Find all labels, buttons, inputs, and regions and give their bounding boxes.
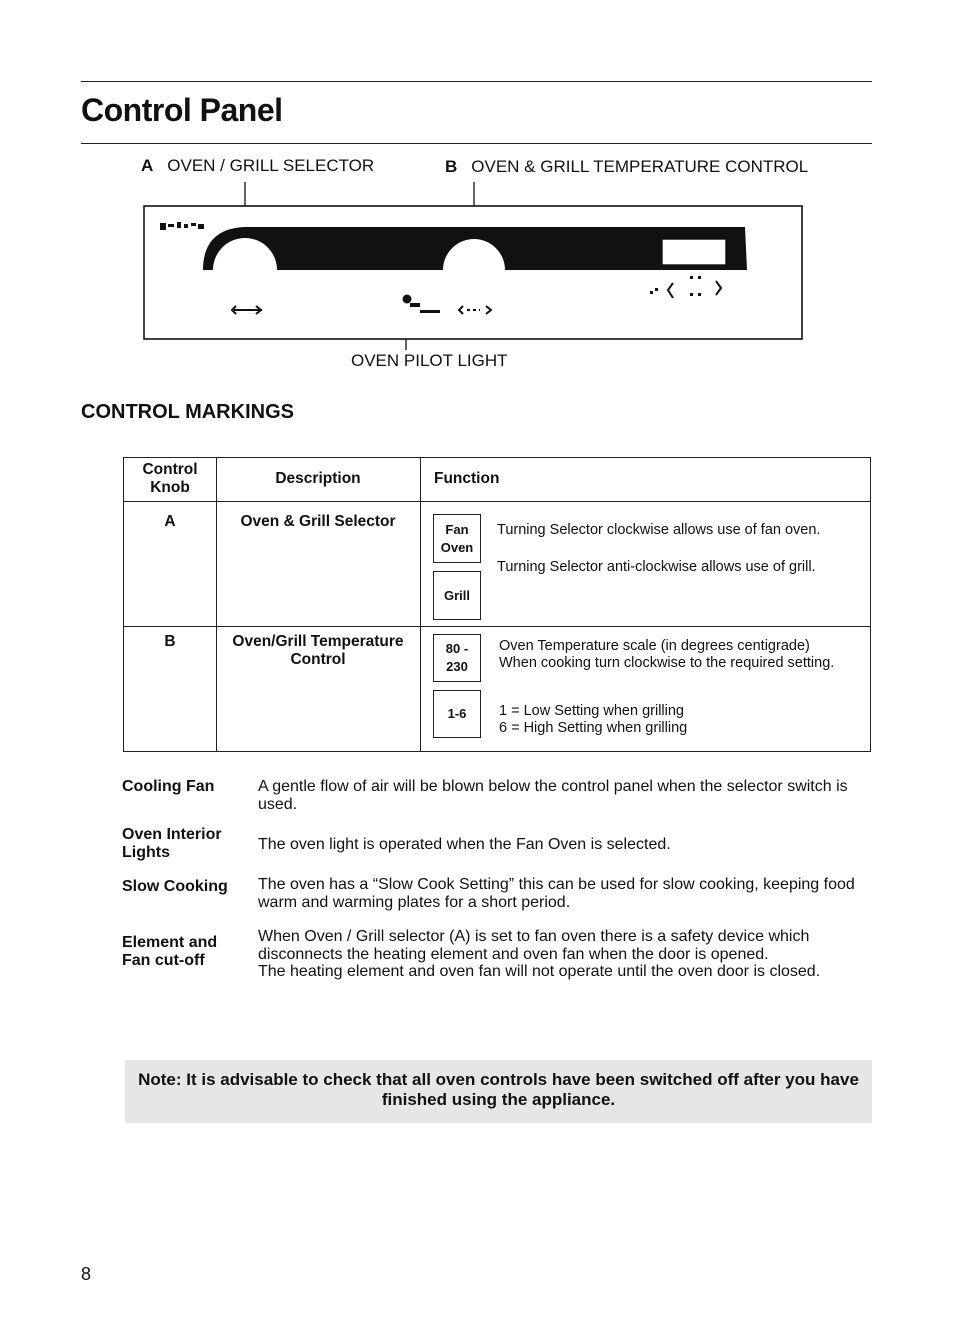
temperature-function-line1: Oven Temperature scale (in degrees centigrade) <box>499 638 810 654</box>
feature-term-element-cut-off: Element and Fan cut-off <box>122 934 218 969</box>
element-cut-off-line1: When Oven / Grill selector (A) is set to fan oven there is a safety device which disconnects the heating element and oven fan when the door is opened. <box>258 928 810 963</box>
fan-oven-line1: Fan <box>445 521 469 537</box>
label-b-text: OVEN & GRILL TEMPERATURE CONTROL <box>471 157 809 176</box>
feature-term-oven-interior-lights: Oven Interior Lights <box>122 826 222 861</box>
fan-oven-line2: Oven <box>440 539 474 555</box>
temperature-function <box>499 638 834 671</box>
header-description: Description <box>275 470 361 487</box>
grill-function: Turning Selector anti-clockwise allows use of grill. <box>497 559 816 575</box>
section-heading: CONTROL MARKINGS <box>81 401 294 423</box>
header-function: Function <box>434 470 500 487</box>
label-oven-pilot-light: OVEN PILOT LIGHT <box>351 351 508 370</box>
header-control-knob <box>124 461 216 497</box>
panel-frame <box>144 206 802 339</box>
table-divider <box>124 501 870 502</box>
page-title: Control Panel <box>81 92 283 128</box>
temperature-range-line2: 230 <box>446 659 468 674</box>
table-row-a-knob: A <box>164 513 176 530</box>
label-letter-a: A <box>141 156 154 175</box>
feature-desc-element-cut-off <box>258 928 872 981</box>
temperature-range-symbol <box>433 634 481 682</box>
temperature-function-line2: When cooking turn clockwise to the required setting. <box>499 654 835 671</box>
page-number: 8 <box>81 1264 92 1284</box>
feature-term-slow-cooking: Slow Cooking <box>122 878 228 895</box>
grill-setting-line1: 1 = Low Setting when grilling <box>499 703 684 719</box>
grill-setting-line2: 6 = High Setting when grilling <box>499 719 688 736</box>
label-letter-b: B <box>445 157 458 176</box>
feature-desc-oven-interior-lights: The oven light is operated when the Fan Oven is selected. <box>258 836 671 853</box>
control-panel-diagram <box>0 0 954 400</box>
table-row-a-description: Oven & Grill Selector <box>240 513 396 530</box>
header-knob-line2: Knob <box>150 479 190 496</box>
fan-oven-symbol <box>433 514 481 563</box>
row-b-description-line2: Control <box>290 651 346 668</box>
table-divider <box>124 626 870 627</box>
temperature-range-line1: 80 - <box>445 641 469 656</box>
control-markings-table <box>123 457 871 752</box>
grill-setting-symbol: 1-6 <box>433 690 481 738</box>
grill-setting-function <box>499 703 687 736</box>
fan-oven-function: Turning Selector clockwise allows use of fan oven. <box>497 522 821 538</box>
grill-symbol: Grill <box>433 571 481 620</box>
feature-term-cooling-fan: Cooling Fan <box>122 778 215 795</box>
safety-note: Note: It is advisable to check that all oven controls have been switched off after you have finished using the appliance. <box>125 1060 872 1123</box>
table-row-b-knob: B <box>164 633 176 650</box>
label-a-text: OVEN / GRILL SELECTOR <box>167 156 375 175</box>
feature-desc-cooling-fan: A gentle flow of air will be blown below the control panel when the selector switch is used. <box>258 778 848 813</box>
display-window <box>662 239 726 265</box>
feature-desc-slow-cooking: The oven has a “Slow Cook Setting” this can be used for slow cooking, keeping food warm and warming plates for a short period. <box>258 876 855 911</box>
header-knob-line1: Control <box>142 461 198 478</box>
row-b-description-line1: Oven/Grill Temperature <box>232 633 404 650</box>
table-row-b-description <box>216 633 420 669</box>
element-cut-off-line2: The heating element and oven fan will not operate until the oven door is closed. <box>258 963 821 980</box>
